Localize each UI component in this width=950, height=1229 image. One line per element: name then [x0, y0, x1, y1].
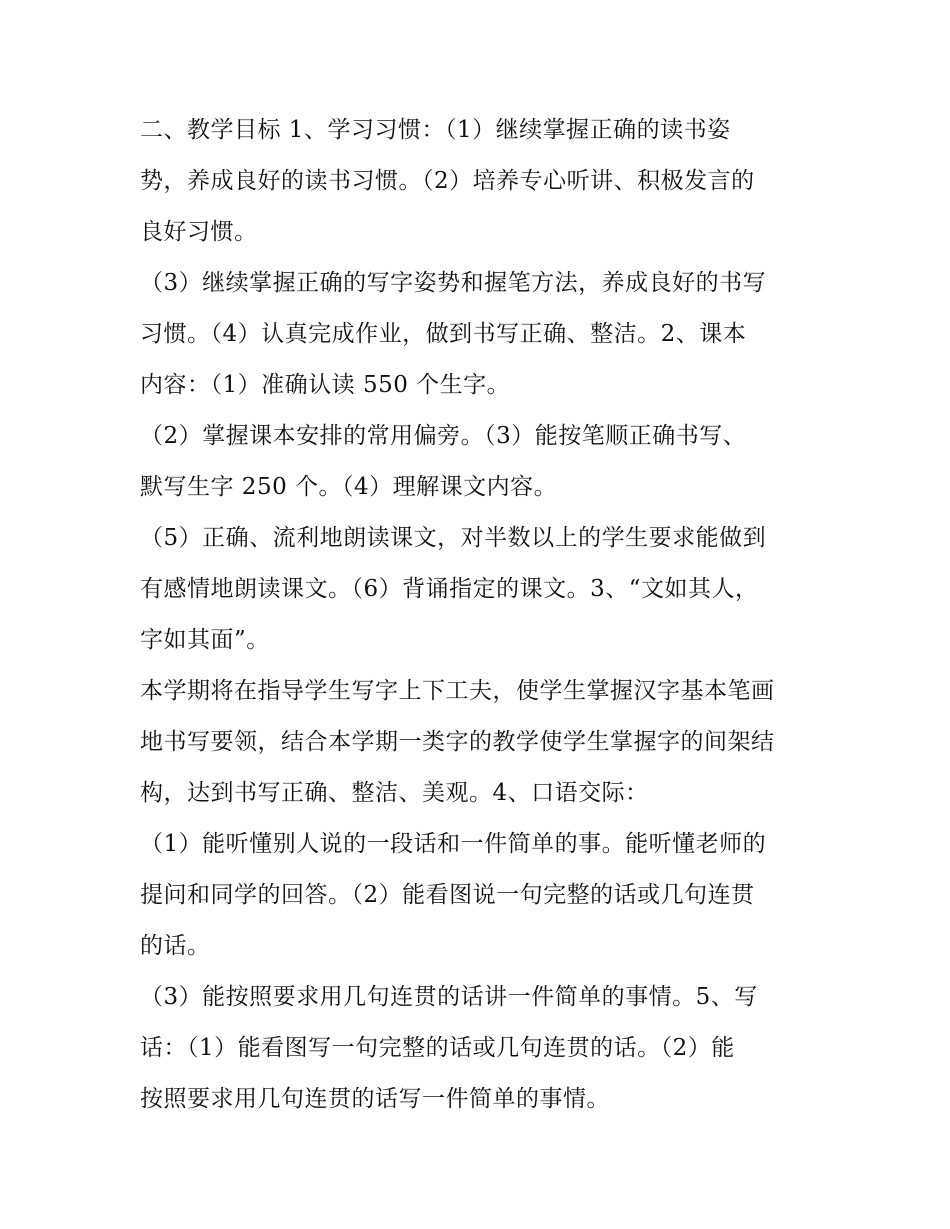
- text-line: 的话。: [140, 933, 211, 959]
- paragraph-handwriting: [140, 666, 812, 819]
- text-line: 默写生字 250 个。（4）理解课文内容。: [140, 474, 558, 500]
- document-body: [140, 105, 812, 1125]
- text-line: 地书写要领，结合本学期一类字的教学使学生掌握字的间架结: [140, 729, 775, 755]
- text-line: （5）正确、流利地朗读课文，对半数以上的学生要求能做到: [140, 525, 767, 551]
- paragraph-writing-habits: [140, 258, 812, 411]
- text-line: （3）继续掌握正确的写字姿势和握笔方法，养成良好的书写: [140, 270, 767, 296]
- paragraph-oral-communication: [140, 819, 812, 972]
- paragraph-reading-aloud: [140, 513, 812, 666]
- text-line: 话：（1）能看图写一句完整的话或几句连贯的话。（2）能: [140, 1035, 735, 1061]
- text-line: 构，达到书写正确、整洁、美观。4、口语交际：: [140, 780, 649, 806]
- text-line: （3）能按照要求用几句连贯的话讲一件简单的事情。5、写: [140, 984, 758, 1010]
- text-line: 提问和同学的回答。（2）能看图说一句完整的话或几句连贯: [140, 882, 755, 908]
- text-line: （1）能听懂别人说的一段话和一件简单的事。能听懂老师的: [140, 831, 767, 857]
- text-line: 字如其面”。: [140, 627, 270, 653]
- text-line: （2）掌握课本安排的常用偏旁。（3）能按笔顺正确书写、: [140, 423, 747, 449]
- text-line: 内容：（1）准确认读 550 个生字。: [140, 372, 511, 398]
- paragraph-writing-sentences: [140, 972, 812, 1125]
- text-line: 有感情地朗读课文。（6）背诵指定的课文。3、“文如其人，: [140, 576, 759, 602]
- text-line: 习惯。（4）认真完成作业，做到书写正确、整洁。2、课本: [140, 321, 747, 347]
- text-line: 本学期将在指导学生写字上下工夫，使学生掌握汉字基本笔画: [140, 678, 775, 704]
- text-line: 势，养成良好的读书习惯。（2）培养专心听讲、积极发言的: [140, 168, 755, 194]
- text-line: 二、教学目标 1、学习习惯：（1）继续掌握正确的读书姿: [140, 117, 731, 143]
- paragraph-radicals: [140, 411, 812, 513]
- text-line: 良好习惯。: [140, 219, 258, 245]
- text-line: 按照要求用几句连贯的话写一件简单的事情。: [140, 1086, 610, 1112]
- paragraph-teaching-goals-habits: [140, 105, 812, 258]
